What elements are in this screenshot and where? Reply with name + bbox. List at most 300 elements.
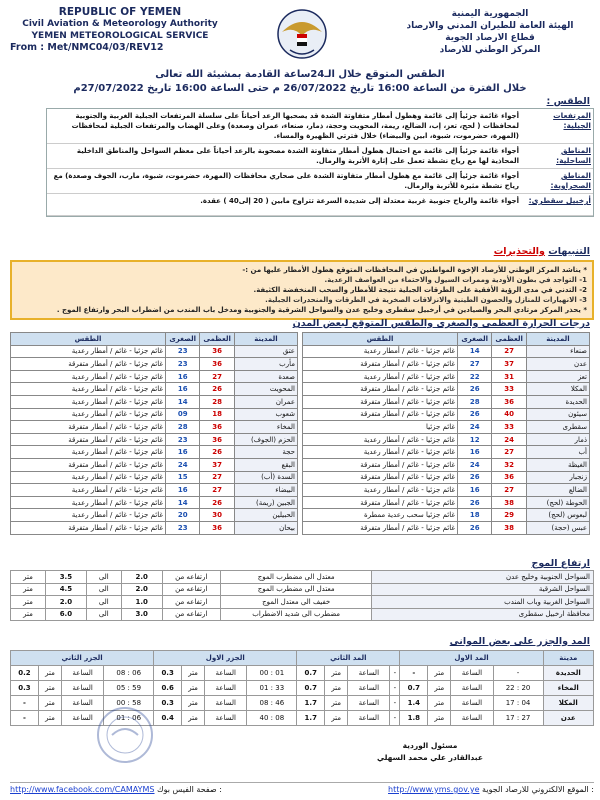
stamp-seal-icon (90, 705, 160, 765)
temps-col-header: العظمى (492, 333, 526, 346)
tide-time: - (493, 666, 543, 681)
temps-row (11, 421, 298, 434)
tide-hour-label: الساعة (61, 696, 103, 711)
tide-time: - (390, 681, 400, 696)
min-temp: 26 (458, 383, 492, 396)
unit-label: متر (11, 583, 46, 596)
city-name: السدة (أب) (234, 471, 297, 484)
weather-desc: غائم جزئيا - غائم / أمطار رعدية (303, 433, 458, 446)
city-name: المكلا (526, 383, 589, 396)
wave-from: 3.0 (121, 608, 162, 621)
max-temp: 27 (200, 471, 234, 484)
tide-metre-label: متر (38, 711, 61, 726)
tide-time: 46 : 08 (247, 696, 297, 711)
weather-desc: غائم جزئيا - غائم / أمطار متفرقة (11, 433, 166, 446)
tide-time: 33 : 01 (247, 681, 297, 696)
min-temp: 28 (458, 395, 492, 408)
tide-height: 0.7 (297, 666, 325, 681)
city-name: صعدة (234, 370, 297, 383)
from-label: ارتفاعه من (162, 571, 220, 584)
tide-metre-label: متر (428, 696, 451, 711)
weather-desc: غائم جزئيا - غائم / أمطار متفرقة (303, 458, 458, 471)
wave-from: 2.0 (121, 571, 162, 584)
max-temp: 36 (200, 521, 234, 534)
tide-low2-header: الجزر الثاني (11, 651, 154, 666)
tide-time: 59 : 05 (104, 681, 154, 696)
max-temp: 36 (492, 471, 526, 484)
min-temp: 12 (458, 433, 492, 446)
sea-area: محافظة ارخبيل سقطرى (372, 608, 594, 621)
city-name: المخاء (234, 421, 297, 434)
min-temp: 22 (458, 370, 492, 383)
max-temp: 26 (200, 496, 234, 509)
weather-desc: غائم جزئيا - غائم / أمطار متفرقة (303, 358, 458, 371)
tide-metre-label: متر (182, 696, 205, 711)
temps-row (303, 496, 590, 509)
tide-city: المخاء (543, 681, 593, 696)
max-temp: 32 (492, 458, 526, 471)
max-temp: 38 (492, 521, 526, 534)
temps-row (303, 446, 590, 459)
city-name: عبس (حجة) (526, 521, 589, 534)
header-ar (390, 8, 590, 56)
unit-label: متر (11, 608, 46, 621)
warnings-heading-a: التنبيهات (548, 246, 590, 257)
temps-col-header: المدينة (526, 333, 589, 346)
tide-hour-label: الساعة (348, 681, 390, 696)
forecast-title (60, 68, 540, 96)
temps-row (303, 358, 590, 371)
temps-heading: درجات الحرارة العظمى والصغرى والطقس المتوقع لبعض المدن (292, 318, 590, 329)
tide-metre-label: متر (182, 711, 205, 726)
temps-row (11, 484, 298, 497)
weather-row (47, 144, 593, 169)
tide-height: - (400, 666, 428, 681)
weather-row (47, 169, 593, 194)
authority-name-en: Civil Aviation & Meteorology Authority (22, 19, 218, 29)
sea-row (11, 596, 594, 609)
min-temp: 18 (458, 509, 492, 522)
temps-row (11, 496, 298, 509)
tide-hour-label: الساعة (205, 711, 247, 726)
region-text: أجواء غائمة والرياح جنوبية غربية معتدلة إلى شديدة السرعة تتراوح مابين ( 20 إلى40 ) عقدة. (200, 197, 519, 205)
min-temp: 26 (458, 521, 492, 534)
tide-time: 58 : 00 (104, 696, 154, 711)
city-name: سيئون (526, 408, 589, 421)
max-temp: 33 (492, 421, 526, 434)
wave-to: 2.0 (46, 596, 87, 609)
tide-metre-label: متر (428, 666, 451, 681)
temps-header-row (303, 333, 590, 346)
min-temp: 14 (458, 345, 492, 358)
max-temp: 29 (492, 509, 526, 522)
temps-row (11, 358, 298, 371)
temps-table-left (10, 332, 298, 535)
min-temp: 16 (166, 484, 200, 497)
city-name: أب (526, 446, 589, 459)
max-temp: 31 (492, 370, 526, 383)
tide-hour-label: الساعة (61, 681, 103, 696)
min-temp: 16 (166, 383, 200, 396)
min-temp: 23 (166, 345, 200, 358)
tide-height: 0.4 (154, 711, 182, 726)
tide-metre-label: متر (38, 681, 61, 696)
tide-hour-label: الساعة (451, 711, 493, 726)
temps-row (303, 521, 590, 534)
min-temp: 16 (166, 446, 200, 459)
city-name: الضالع (526, 484, 589, 497)
city-name: ذمار (526, 433, 589, 446)
temps-row (303, 458, 590, 471)
tide-metre-label: متر (325, 711, 348, 726)
tide-height: 0.6 (154, 681, 182, 696)
wave-to: 4.5 (46, 583, 87, 596)
city-name: حجة (234, 446, 297, 459)
tide-city-header: مدينة (543, 651, 593, 666)
weather-desc: غائم جزئيا - غائم / أمطار رعدية (11, 471, 166, 484)
weather-desc: غائم جزئيا - غائم / أمطار رعدية (11, 408, 166, 421)
min-temp: 24 (458, 421, 492, 434)
temps-col-header: العظمى (200, 333, 234, 346)
city-name: الحبيلين (234, 509, 297, 522)
sea-area: السواحل الغربية وباب المندب (372, 596, 594, 609)
region-text: أجواء غائمة جزئياً إلى غائمة مع احتمال هطول أمطار متفاوتة الشدة مصحوبة بالرعد أحياناً على معظم السواحل والمناطق الداخلية المحاذية لها مع رياح نشطة تعمل على إثارة الأتربة والرمال. (76, 147, 519, 165)
region-label: المناطق الساحلية: (556, 146, 591, 165)
weather-heading: الطقس : (546, 96, 590, 107)
wave-to: 6.0 (46, 608, 87, 621)
tide-metre-label: متر (428, 681, 451, 696)
max-temp: 36 (200, 358, 234, 371)
tide-hour-label: الساعة (451, 696, 493, 711)
tide-height: 0.7 (400, 681, 428, 696)
tide-city: الحديدة (543, 666, 593, 681)
tide-time: 06 : 08 (104, 666, 154, 681)
temps-header-row (11, 333, 298, 346)
wave-from: 1.0 (121, 596, 162, 609)
temps-row (303, 345, 590, 358)
tide-height: 0.3 (154, 696, 182, 711)
weather-desc: غائم جزئيا - غائم / أمطار متفرقة (303, 408, 458, 421)
website-label: الموقع الالكتروني للارصاد الجوية : (482, 785, 594, 794)
unit-label: متر (11, 596, 46, 609)
country-name-en: REPUBLIC OF YEMEN (58, 6, 182, 18)
weather-desc: غائم جزئيا - غائم / أمطار رعدية (303, 446, 458, 459)
max-temp: 27 (492, 484, 526, 497)
city-name: الحوطة (لحج) (526, 496, 589, 509)
temps-row (303, 383, 590, 396)
weather-desc: غائم جزئيا - غائم / أمطار متفرقة (303, 383, 458, 396)
city-name: البيضاء (234, 484, 297, 497)
tide-city: المكلا (543, 696, 593, 711)
tide-metre-label: متر (182, 666, 205, 681)
sea-row (11, 608, 594, 621)
temps-row (11, 471, 298, 484)
weather-desc: غائم جزئيا - غائم / أمطار رعدية (303, 484, 458, 497)
city-name: عدن (526, 358, 589, 371)
max-temp: 36 (200, 345, 234, 358)
min-temp: 23 (166, 358, 200, 371)
temps-row (303, 509, 590, 522)
temps-col-header: الصغرى (458, 333, 492, 346)
temps-row (11, 458, 298, 471)
max-temp: 26 (200, 446, 234, 459)
temps-row (303, 484, 590, 497)
tide-height: - (11, 711, 39, 726)
max-temp: 30 (200, 509, 234, 522)
city-name: عمران (234, 395, 297, 408)
city-name: تعز (526, 370, 589, 383)
tide-time: 01 : 00 (247, 666, 297, 681)
weather-desc: غائم جزئيا - غائم / أمطار متفرقة (303, 395, 458, 408)
warning-item: 2- التدني في مدى الرؤية الأفقية على الطرقات الجبلية نتيجة للأمطار والسحب المنخفضة الكثيفة. (253, 286, 587, 294)
temps-col-header: الطقس (303, 333, 458, 346)
min-temp: 23 (166, 433, 200, 446)
weather-desc: غائم جزئيا سحب رعدية ممطرة (303, 509, 458, 522)
tide-height: 1.8 (400, 711, 428, 726)
warnings-heading (494, 246, 590, 257)
weather-desc: غائم جزئيا - غائم / أمطار متفرقة (303, 496, 458, 509)
tide-city: عدن (543, 711, 593, 726)
city-name: الغيظة (526, 458, 589, 471)
min-temp: 14 (166, 496, 200, 509)
max-temp: 27 (200, 484, 234, 497)
city-name: الحديدة (526, 395, 589, 408)
tide-hour-label: الساعة (205, 681, 247, 696)
tide-hour-label: الساعة (61, 711, 103, 726)
min-temp: 16 (458, 446, 492, 459)
tide-time: - (390, 696, 400, 711)
min-temp: 15 (166, 471, 200, 484)
max-temp: 26 (200, 383, 234, 396)
to-label: الى (86, 571, 121, 584)
tide-hour-label: الساعة (61, 666, 103, 681)
min-temp: 26 (458, 471, 492, 484)
weather-regions (46, 108, 594, 217)
sea-heading: ارتفاع الموج (531, 558, 590, 569)
tide-metre-label: متر (325, 696, 348, 711)
tide-header-row (11, 651, 594, 666)
weather-desc: غائم جزئيا - غائم / أمطار رعدية (11, 484, 166, 497)
temps-table-right (302, 332, 590, 535)
max-temp: 24 (492, 433, 526, 446)
tide-metre-label: متر (325, 666, 348, 681)
weather-desc: غائم جزئيا - غائم / أمطار رعدية (11, 370, 166, 383)
temps-row (303, 370, 590, 383)
weather-desc: غائم جزئيا - غائم / أمطار متفرقة (11, 358, 166, 371)
tide-time: 08 : 40 (247, 711, 297, 726)
tide-time: 20 : 22 (493, 681, 543, 696)
tide-metre-label: متر (325, 681, 348, 696)
tide-time: 04 : 17 (493, 696, 543, 711)
tide-hour-label: الساعة (348, 711, 390, 726)
wave-to: 3.5 (46, 571, 87, 584)
tide-high1-header: المد الاول (400, 651, 543, 666)
max-temp: 36 (492, 395, 526, 408)
max-temp: 37 (492, 358, 526, 371)
tide-height: 1.7 (297, 696, 325, 711)
weather-desc: غائم جزئيا - غائم / أمطار متفرقة (303, 521, 458, 534)
from-label: ارتفاعه من (162, 596, 220, 609)
tide-time: - (390, 666, 400, 681)
warning-item: 3- الانهيارات للمنازل والحصون الطينية والانزلاقات الصخرية في الطرقات والمنحدرات الجبلية. (265, 296, 587, 304)
weather-desc: غائم جزئيا - غائم / أمطار رعدية (11, 446, 166, 459)
tide-height: 1.4 (400, 696, 428, 711)
sea-area: السواحل الجنوبية وخليج عدن (372, 571, 594, 584)
weather-desc: غائم جزئيا - غائم / أمطار رعدية (11, 496, 166, 509)
temps-col-header: الصغرى (166, 333, 200, 346)
temps-row (11, 345, 298, 358)
warning-item: * يناشد المركز الوطني للأرصاد الإخوة المواطنين في المحافظات المتوقع هطول الأمطار عليها من :- (242, 266, 587, 274)
weather-desc: غائم جزئيا - غائم / أمطار رعدية (303, 370, 458, 383)
to-label: الى (86, 583, 121, 596)
city-name: مأرب (234, 358, 297, 371)
city-name: بيحان (234, 521, 297, 534)
temps-row (303, 395, 590, 408)
max-temp: 37 (200, 458, 234, 471)
min-temp: 26 (458, 496, 492, 509)
temps-row (11, 521, 298, 534)
weather-desc: غائم جزئيا - غائم / أمطار متفرقة (11, 421, 166, 434)
sea-row (11, 583, 594, 596)
max-temp: 40 (492, 408, 526, 421)
temps-row (303, 471, 590, 484)
region-text: أجواء غائمة جزئياً إلى غائمة مع هطول أمطار متفاوتة الشدة على صحاري محافظات (المهرة، حضرموت، شبوة، مارب، الجوف وصعدة) مع رياح نشطة مثيرة للأتربة والرمال. (53, 172, 519, 190)
min-temp: 27 (458, 358, 492, 371)
weather-row (47, 194, 593, 216)
tide-hour-label: الساعة (451, 666, 493, 681)
tide-height: 0.7 (297, 681, 325, 696)
region-label: أرخبيل سقطرى: (528, 196, 591, 205)
title-line2: خلال الفترة من الساعة 16:00 تاريخ 26/07/2022 م حتى الساعة 16:00 تاريخ 27/07/2022م (73, 83, 527, 94)
warnings-box (10, 260, 594, 320)
website-link[interactable]: http://www.yms.gov.ye (388, 785, 480, 794)
tide-low1-header: الجزر الاول (154, 651, 297, 666)
city-name: عتق (234, 345, 297, 358)
form-code: From : Met/NMC04/03/REV12 (10, 42, 164, 53)
tide-hour-label: الساعة (348, 666, 390, 681)
sea-state: خفيف الى معتدل الموج (220, 596, 372, 609)
tide-height: 0.2 (11, 666, 39, 681)
country-name-ar: الجمهورية اليمنية (451, 9, 529, 19)
tide-height: 0.3 (154, 666, 182, 681)
sector-name-ar: قطاع الارصاد الجوية (445, 33, 535, 43)
tide-hour-label: الساعة (205, 696, 247, 711)
min-temp: 24 (458, 458, 492, 471)
eagle-logo-icon (270, 6, 334, 64)
max-temp: 36 (200, 433, 234, 446)
tide-heading: المد والجزر على بعض الموانى (449, 636, 590, 647)
max-temp: 33 (492, 383, 526, 396)
tide-high2-header: المد الثاني (297, 651, 400, 666)
max-temp: 28 (200, 395, 234, 408)
temps-row (303, 421, 590, 434)
temps-row (303, 433, 590, 446)
tide-hour-label: الساعة (348, 696, 390, 711)
region-label: المناطق الصحراوية: (550, 171, 591, 190)
tide-row (11, 681, 594, 696)
sea-state: معتدل الى مضطرب الموج (220, 571, 372, 584)
shift-officer-name: عبدالقادر علي محمد السهلي (377, 753, 483, 762)
temps-row (11, 395, 298, 408)
from-label: ارتفاعه من (162, 608, 220, 621)
shift-officer-label: مسئول الوردية (402, 741, 458, 750)
max-temp: 27 (492, 446, 526, 459)
facebook-label: صفحة الفيس بوك : (157, 785, 222, 794)
tide-hour-label: الساعة (451, 681, 493, 696)
city-name: سقطرى (526, 421, 589, 434)
sea-area: السواحل الشرقية (372, 583, 594, 596)
tide-height: 1.7 (297, 711, 325, 726)
wave-from: 2.0 (121, 583, 162, 596)
tide-height: 0.3 (11, 681, 39, 696)
temps-row (11, 509, 298, 522)
from-label: ارتفاعه من (162, 583, 220, 596)
min-temp: 16 (166, 370, 200, 383)
weather-desc: غائم جزئيا - غائم / أمطار متفرقة (11, 521, 166, 534)
min-temp: 20 (166, 509, 200, 522)
tide-metre-label: متر (38, 666, 61, 681)
city-name: لبعوس (لحج) (526, 509, 589, 522)
max-temp: 18 (200, 408, 234, 421)
city-name: البقع (234, 458, 297, 471)
website-block (388, 785, 594, 794)
sea-table (10, 570, 594, 621)
to-label: الى (86, 608, 121, 621)
temps-row (11, 433, 298, 446)
weather-desc: غائم جزئيا (303, 421, 458, 434)
tide-height: - (11, 696, 39, 711)
to-label: الى (86, 596, 121, 609)
tide-time: 27 : 17 (493, 711, 543, 726)
weather-row (47, 109, 593, 144)
min-temp: 26 (458, 408, 492, 421)
temps-row (11, 446, 298, 459)
city-name: المحويت (234, 383, 297, 396)
min-temp: 09 (166, 408, 200, 421)
city-name: صنعاء (526, 345, 589, 358)
temps-col-header: المدينة (234, 333, 297, 346)
sea-state: معتدل الى مضطرب الموج (220, 583, 372, 596)
facebook-block (10, 785, 222, 794)
facebook-link[interactable]: http://www.facebook.com/CAMAYMS (10, 785, 155, 794)
region-text: أجواء غائمة جزئياً إلى غائمة وهطول أمطار متفاوتة الشدة قد يصحبها الرعد أحياناً على سلسلة المرتفعات الجبلية الغربية والجنوبية لمحافظات ( لحج، تعز، إب، الضالع، ريمة، المحويت وحجة، ذمار، صنعاء، عمران وصعدة) وعلى الهضاب والمرتفعات الجبلية لمحافظات (المهرة، حضرموت، شبوة، ابين والبيضاء) خلال فترتي الظهيرة والمساء. (71, 112, 519, 140)
signature-block (370, 740, 490, 764)
header-en (10, 6, 230, 54)
max-temp: 38 (492, 496, 526, 509)
service-name-en: YEMEN METEOROLOGICAL SERVICE (31, 31, 209, 41)
weather-desc: غائم جزئيا - غائم / أمطار متفرقة (11, 458, 166, 471)
title-line1: الطقس المتوقع خلال الـ24ساعة القادمة بمشيئة الله تعالى (155, 69, 445, 80)
max-temp: 36 (200, 421, 234, 434)
warning-item: * يحذر المركز مرتادي البحر والصيادين في أرخبيل سقطرى وخليج عدن والسواحل الشرقية والجنوبية ومدخل باب المندب من اضطراب البحر وارتفاع الموج . (56, 306, 587, 314)
tide-metre-label: متر (38, 696, 61, 711)
weather-desc: غائم جزئيا - غائم / أمطار متفرقة (303, 471, 458, 484)
sea-state: مضطرب الى شديد الاضطراب (220, 608, 372, 621)
tide-metre-label: متر (182, 681, 205, 696)
max-temp: 27 (492, 345, 526, 358)
temps-row (11, 408, 298, 421)
min-temp: 14 (166, 395, 200, 408)
weather-desc: غائم جزئيا - غائم / أمطار رعدية (11, 509, 166, 522)
temps-row (303, 408, 590, 421)
tide-hour-label: الساعة (205, 666, 247, 681)
sea-row (11, 571, 594, 584)
weather-desc: غائم جزئيا - غائم / أمطار رعدية (11, 395, 166, 408)
tide-time: - (390, 711, 400, 726)
weather-desc: غائم جزئيا - غائم / أمطار رعدية (11, 383, 166, 396)
temps-row (11, 370, 298, 383)
center-name-ar: المركز الوطني للارصاد (439, 45, 541, 55)
